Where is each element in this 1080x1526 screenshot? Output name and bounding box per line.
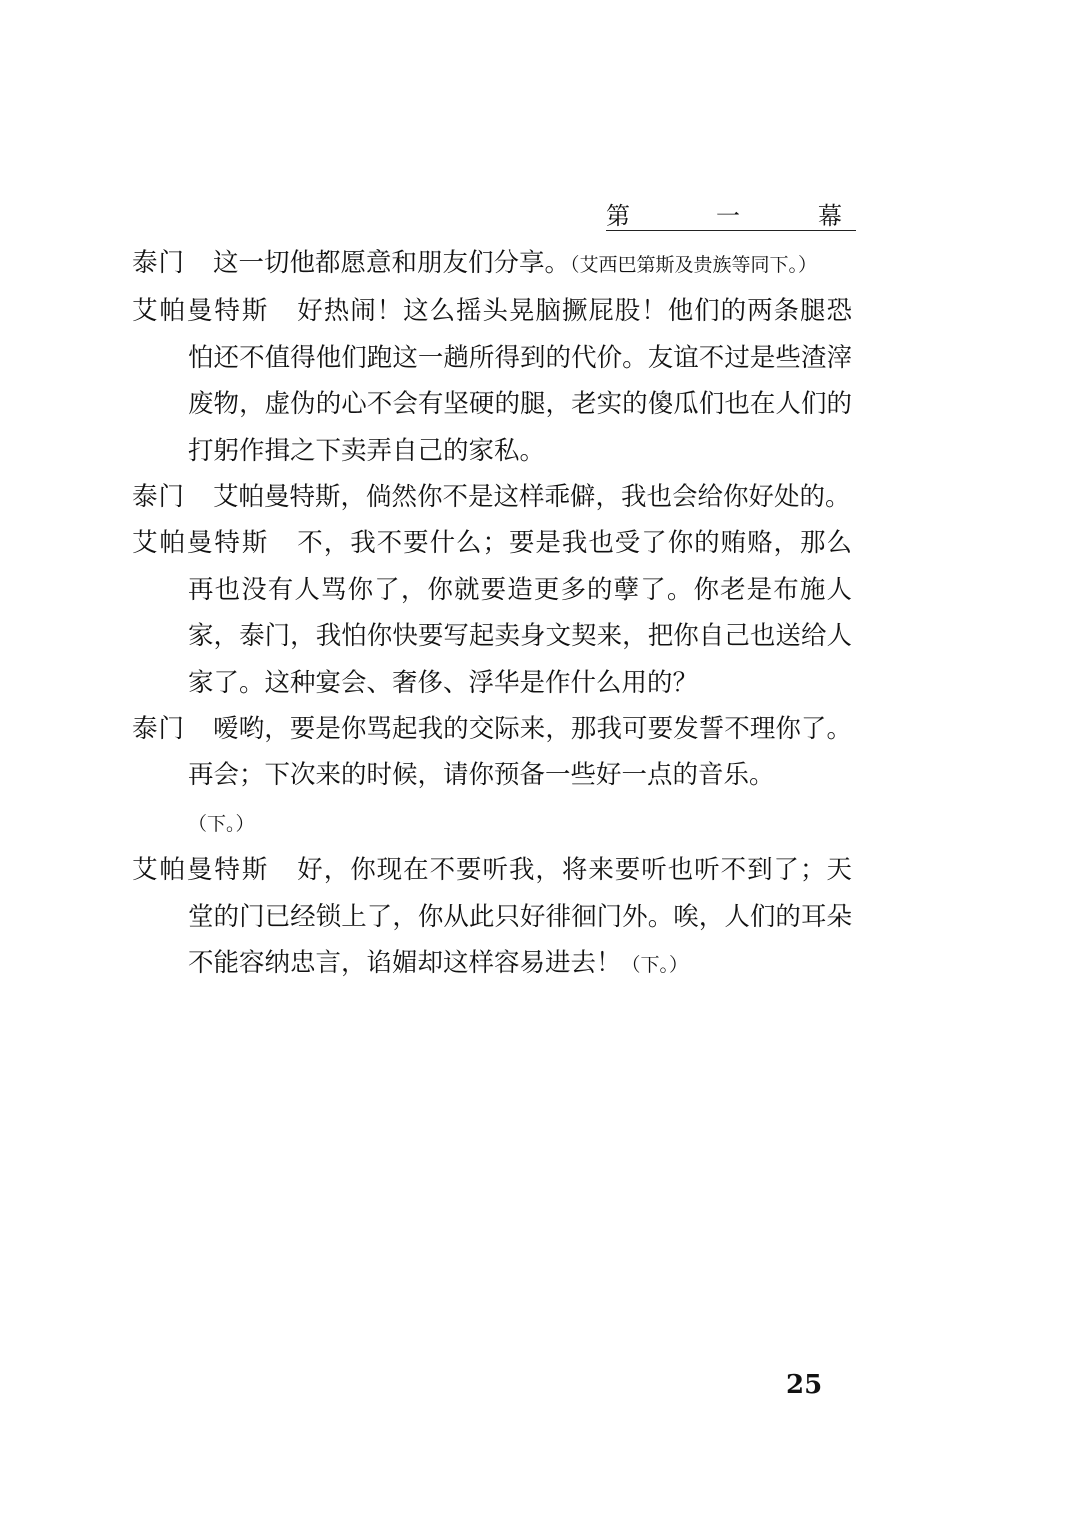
speaker-name: 艾帕曼特斯 xyxy=(132,296,270,327)
speaker-name: 泰门 xyxy=(132,714,186,745)
stage-direction: （下。） xyxy=(621,954,689,977)
header-char-1: 第 xyxy=(606,202,632,230)
stage-direction: （艾西巴第斯及贵族等同下。） xyxy=(570,254,818,276)
speaker-name: 艾帕曼特斯 xyxy=(132,855,270,886)
speech-text: 艾帕曼特斯，倘然你不是这样乖僻，我也会给你好处的。 xyxy=(213,482,851,513)
speech-text: 嗳哟，要是你骂起我的交际来，那我可要发誓不理你了。再会；下次来的时候，请你预备一些好一点的音乐。 xyxy=(188,714,852,791)
speech xyxy=(132,240,852,288)
running-header xyxy=(606,196,844,232)
speech-text: 这一切他都愿意和朋友们分享。 xyxy=(213,248,571,278)
speaker-name: 艾帕曼特斯 xyxy=(132,528,270,559)
header-char-3: 幕 xyxy=(818,202,844,230)
speech xyxy=(132,288,852,474)
stage-direction: （下。） xyxy=(188,812,255,835)
speech-text: 不，我不要什么；要是我也受了你的贿赂，那么再也没有人骂你了，你就要造更多的孽了。你老是布施人家，泰门，我怕你快要写起卖身文契来，把你自己也送给人家了。这种宴会、奢侈、浮华是作什么用的？ xyxy=(188,528,852,698)
speech-text: 好，你现在不要听我，将来要听也听不到了；天堂的门已经锁上了，你从此只好徘徊门外。唉，人们的耳朵不能容纳忠言，谄媚却这样容易进去！ xyxy=(188,855,852,979)
speech xyxy=(132,520,852,706)
header-rule xyxy=(606,230,856,231)
speaker-name: 泰门 xyxy=(132,248,186,278)
play-text xyxy=(132,240,852,989)
header-char-2: 一 xyxy=(716,202,742,230)
speech-text: 好热闹！这么摇头晃脑撅屁股！他们的两条腿恐怕还不值得他们跑这一趟所得到的代价。友谊不过是些渣滓废物，虚伪的心不会有坚硬的腿，老实的傻瓜们也在人们的打躬作揖之下卖弄自己的家私。 xyxy=(188,296,852,466)
page-number: 25 xyxy=(786,1370,823,1400)
speaker-name: 泰门 xyxy=(132,482,186,513)
speech xyxy=(132,706,852,847)
speech xyxy=(132,474,852,520)
speech xyxy=(132,847,852,988)
